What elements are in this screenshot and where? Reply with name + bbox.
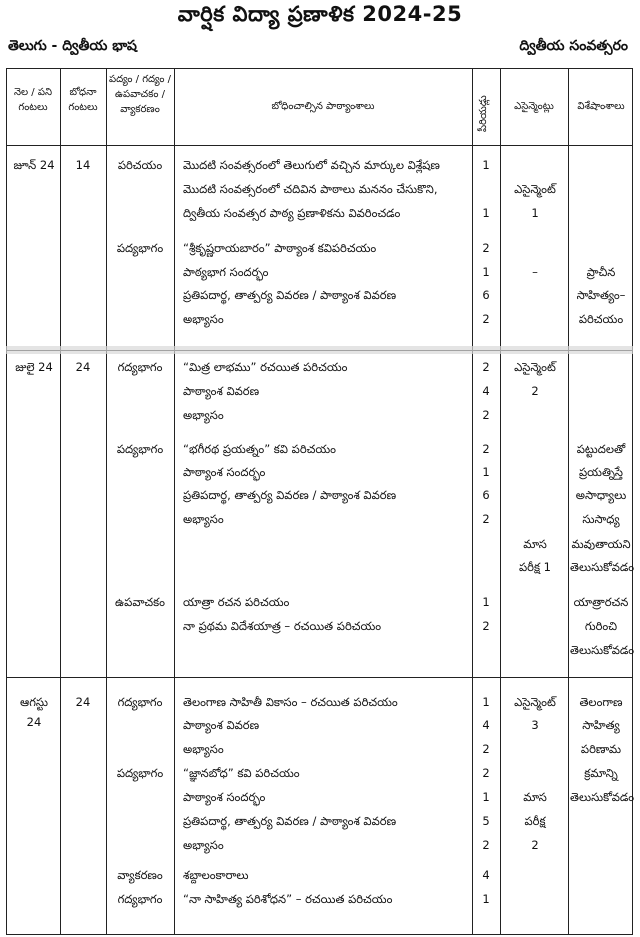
july-periods-8: 1 <box>482 595 490 609</box>
document-title: వార్షిక విద్యా ప్రణాళిక 2024-25 <box>177 2 463 26</box>
june-month: జూన్ 24 <box>13 158 55 172</box>
july-remark-5: మవుతాయని <box>571 537 631 551</box>
header-remarks: విశేషాంశాలు <box>577 101 625 112</box>
june-remark-2: సాహిత్యం– <box>576 288 626 302</box>
august-topic-2: పాఠ్యాంశ వివరణ <box>183 718 260 732</box>
august-hours: 24 <box>75 695 91 709</box>
june-topic-2: మొదటి సంవత్సరంలో చదివిన పాఠాలు మననం చేసుకొని, <box>183 182 438 196</box>
july-remark-4: సుసాధ్య <box>582 512 620 526</box>
july-periods-1: 2 <box>482 360 490 374</box>
june-topic-5: పాఠ్యభాగ సందర్భం <box>183 265 269 279</box>
july-assignment-number: 2 <box>531 384 539 398</box>
august-periods-8: 4 <box>482 868 490 882</box>
june-periods-1: 1 <box>482 158 490 172</box>
july-periods-7: 2 <box>482 512 490 526</box>
august-topic-6: ప్రతిపదార్థ, తాత్పర్య వివరణ / పాఠ్యాంశ వివరణ <box>183 814 397 828</box>
header-hours: బోధనా గంటలు <box>68 87 98 113</box>
header-assignments: ఎసైన్మెంట్లు <box>514 101 554 112</box>
august-section-prose: గద్యభాగం <box>117 695 163 709</box>
june-periods-6: 6 <box>482 288 490 302</box>
august-remark-5: తెలుసుకోవడం <box>570 790 635 804</box>
august-periods-5: 1 <box>482 790 490 804</box>
july-topic-9: నా ప్రథమ విదేశయాత్ర – రచయిత పరిచయం <box>183 619 382 633</box>
june-remark-3: పరిచయం <box>578 312 624 326</box>
header-section: పద్యం / గద్యం / ఉపవాచకం / వ్యాకరణం <box>108 74 172 115</box>
august-remark-4: క్రమాన్ని <box>584 766 618 780</box>
july-exam-number: పరీక్ష 1 <box>519 560 551 574</box>
august-assignment-label: ఎసైన్మెంట్ <box>514 695 556 709</box>
june-assignment-label: ఎసైన్మెంట్ <box>514 182 556 196</box>
june-hours: 14 <box>75 158 91 172</box>
header-topics: బోధించాల్సిన పాఠ్యాంశాలు <box>271 101 375 112</box>
june-section-intro: పరిచయం <box>117 158 163 172</box>
august-month: ఆగస్టు <box>20 695 48 709</box>
july-topic-3: అభ్యాసం <box>183 408 224 422</box>
june-assignment-dash: – <box>532 265 538 279</box>
july-periods-3: 2 <box>482 408 490 422</box>
july-hours: 24 <box>75 360 91 374</box>
august-section-poetry: పద్యభాగం <box>116 766 164 780</box>
july-remark-9: తెలుసుకోవడం <box>570 643 635 657</box>
august-month-year: 24 <box>26 715 42 729</box>
august-section-prose-2: గద్యభాగం <box>117 892 163 906</box>
august-periods-7: 2 <box>482 838 490 852</box>
july-topic-8: యాత్రా రచన పరిచయం <box>183 595 290 609</box>
june-section-poetry: పద్యభాగం <box>116 241 164 255</box>
august-remark-1: తెలంగాణ <box>579 695 623 709</box>
july-topic-2: పాఠ్యాంశ వివరణ <box>183 384 260 398</box>
july-topic-7: అభ్యాసం <box>183 512 224 526</box>
july-periods-4: 2 <box>482 442 490 456</box>
june-periods-3: 1 <box>482 206 490 220</box>
june-periods-4: 2 <box>482 241 490 255</box>
august-periods-9: 1 <box>482 892 490 906</box>
july-section-prose: గద్యభాగం <box>117 360 163 374</box>
july-section-reader: ఉపవాచకం <box>115 595 165 609</box>
june-topic-6: ప్రతిపదార్థ, తాత్పర్య వివరణ / పాఠ్యాంశ వివరణ <box>183 288 397 302</box>
july-remark-3: అసాధ్యాలు <box>575 488 627 502</box>
june-periods-7: 2 <box>482 312 490 326</box>
august-periods-3: 2 <box>482 742 490 756</box>
june-topic-4: “శ్రీకృష్ణరాయబారం” పాఠ్యాంశ కవిపరిచయం <box>183 241 377 255</box>
july-exam-label: మాస <box>523 537 547 551</box>
august-section-grammar: వ్యాకరణం <box>117 868 163 882</box>
august-exam-number: 2 <box>531 838 539 852</box>
june-assignment-number: 1 <box>531 206 539 220</box>
july-topic-5: పాఠ్యాంశ సందర్భం <box>183 465 266 479</box>
july-remark-6: తెలుసుకోవడం <box>570 560 635 574</box>
july-topic-1: “మిత్ర లాభము” రచయిత పరిచయం <box>183 360 348 374</box>
august-periods-6: 5 <box>482 814 490 828</box>
june-topic-7: అభ్యాసం <box>183 312 224 326</box>
july-periods-5: 1 <box>482 465 490 479</box>
august-topic-4: “జ్ఞానబోధ” కవి పరిచయం <box>183 766 300 780</box>
july-periods-2: 4 <box>482 384 490 398</box>
july-remark-1: పట్టుదలతో <box>576 442 626 456</box>
june-periods-5: 1 <box>482 265 490 279</box>
june-topic-3: ద్వితీయ సంవత్సర పాఠ్య ప్రణాళికను వివరించడం <box>183 206 401 220</box>
july-month: జులై 24 <box>15 360 53 374</box>
july-periods-9: 2 <box>482 619 490 633</box>
july-section-poetry: పద్యభాగం <box>116 442 164 456</box>
august-periods-1: 1 <box>482 695 490 709</box>
july-periods-6: 6 <box>482 488 490 502</box>
header-periods: పీరియడ్లు <box>478 95 489 132</box>
june-remark-1: ప్రాచీన <box>586 265 616 279</box>
august-topic-5: పాఠ్యాంశ సందర్భం <box>183 790 266 804</box>
june-topic-1: మొదటి సంవత్సరంలో తెలుగులో వచ్చిన మార్కుల విశ్లేషణ <box>183 158 440 172</box>
august-topic-8: శబ్దాలంకారాలు <box>183 868 249 882</box>
august-topic-7: అభ్యాసం <box>183 838 224 852</box>
august-periods-2: 4 <box>482 718 490 732</box>
august-remark-2: సాహిత్య <box>582 718 620 732</box>
subject-label: తెలుగు - ద్వితీయ భాష <box>8 38 137 54</box>
august-topic-9: “నా సాహిత్య పరిశోధన” – రచయిత పరిచయం <box>183 892 393 906</box>
july-assignment-label: ఎసైన్మెంట్ <box>514 360 556 374</box>
july-remark-2: ప్రయత్నిస్తే <box>578 465 623 479</box>
july-remark-8: గురించి <box>584 619 618 633</box>
header-month: నెల / పని గంటలు <box>14 87 52 113</box>
august-topic-3: అభ్యాసం <box>183 742 224 756</box>
august-topic-1: తెలంగాణ సాహితీ వికాసం – రచయిత పరిచయం <box>183 695 398 709</box>
august-periods-4: 2 <box>482 766 490 780</box>
august-assignment-number: 3 <box>531 718 539 732</box>
july-topic-4: “భగీరథ ప్రయత్నం” కవి పరిచయం <box>183 442 336 456</box>
year-label: ద్వితీయ సంవత్సరం <box>519 38 628 54</box>
august-exam-word: పరీక్ష <box>524 814 546 828</box>
august-remark-3: పరిణామ <box>580 742 622 756</box>
july-topic-6: ప్రతిపదార్థ, తాత్పర్య వివరణ / పాఠ్యాంశ వివరణ <box>183 488 397 502</box>
july-remark-7: యాత్రారచన <box>573 595 629 609</box>
august-exam-label: మాస <box>523 790 547 804</box>
